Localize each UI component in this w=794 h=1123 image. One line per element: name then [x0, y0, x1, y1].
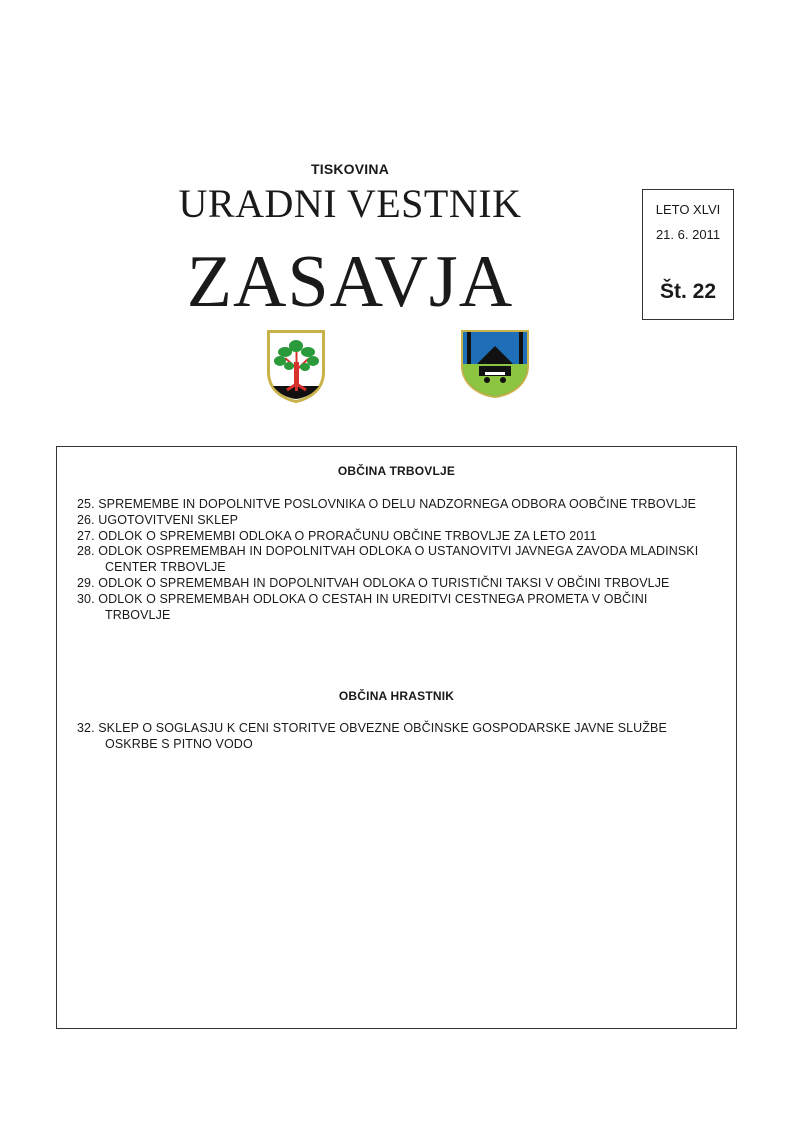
list-item: 26. UGOTOVITVENI SKLEP	[77, 512, 239, 527]
list-item: 32. SKLEP O SOGLASJU K CENI STORITVE OBVEZNE OBČINSKE GOSPODARSKE JAVNE SLUŽBE OSKRBE S PITNO VODO	[77, 721, 667, 751]
toc-list-hrastnik	[77, 721, 716, 753]
issue-box	[642, 189, 734, 320]
masthead-region: ZASAVJA	[186, 241, 514, 323]
issue-date: 21. 6. 2011	[655, 227, 721, 242]
list-item: 29. ODLOK O SPREMEMBAH IN DOPOLNITVAH ODLOKA O TURISTIČNI TAKSI V OBČINI TRBOVLJE	[77, 575, 670, 590]
hrastnik-coat-of-arms-icon	[459, 328, 531, 400]
toc-list-trbovlje	[77, 497, 716, 623]
list-item: 27. ODLOK O SPREMEMBI ODLOKA O PRORAČUNU OBČINE TRBOVLJE ZA LETO 2011	[77, 528, 597, 543]
trbovlje-coat-of-arms-icon	[265, 328, 327, 404]
section-heading-trbovlje: OBČINA TRBOVLJE	[337, 464, 456, 478]
masthead-title: URADNI VESTNIK	[178, 181, 522, 226]
issue-number: Št. 22	[659, 280, 717, 303]
contents-box	[56, 446, 737, 1029]
masthead-subtitle: TISKOVINA	[310, 161, 390, 177]
section-heading-hrastnik: OBČINA HRASTNIK	[338, 689, 455, 703]
issue-year: LETO XLVI	[655, 202, 721, 217]
list-item: 30. ODLOK O SPREMEMBAH ODLOKA O CESTAH IN UREDITVI CESTNEGA PROMETA V OBČINI TRBOVLJE	[77, 591, 648, 622]
list-item: 25. SPREMEMBE IN DOPOLNITVE POSLOVNIKA O DELU NADZORNEGA ODBORA OOBČINE TRBOVLJE	[77, 497, 697, 511]
list-item: 28. ODLOK OSPREMEMBAH IN DOPOLNITVAH ODLOKA O USTANOVITVI JAVNEGA ZAVODA MLADINSKI CENTER TRBOVLJE	[77, 544, 699, 575]
